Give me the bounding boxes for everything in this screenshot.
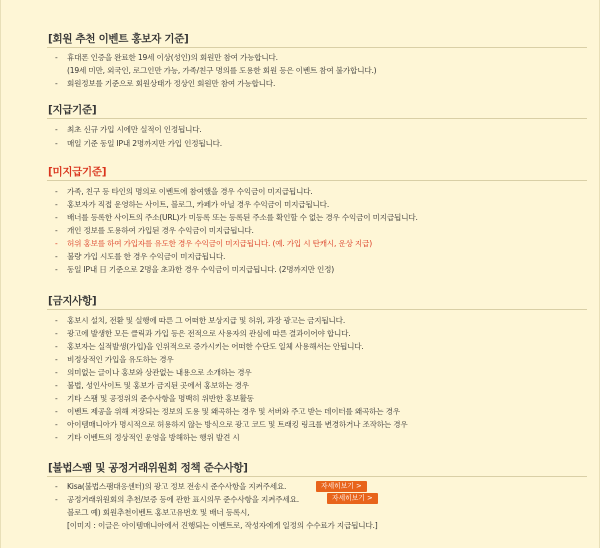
list-item: 매일 기준 동일 IP내 2명까지만 가입 인정됩니다.: [67, 139, 222, 148]
divider: [47, 47, 587, 48]
list-item: 이벤트 제공을 위해 저장되는 정보의 도용 및 왜곡하는 경우 및 서버와 주고 받는 데이터를 왜곡하는 경우: [67, 407, 400, 416]
bullet-dash: -: [55, 368, 58, 377]
bullet-dash: -: [55, 329, 58, 338]
bullet-dash: -: [55, 125, 58, 134]
list-item: 회원정보를 기준으로 회원상태가 정상인 회원만 참여 가능합니다.: [67, 79, 276, 88]
list-item: 공정거래위원회의 추천/보증 등에 관한 표시의무 준수사항을 지켜주세요.: [67, 495, 299, 504]
bullet-dash: -: [55, 355, 58, 364]
list-item: 가족, 친구 등 타인의 명의로 이벤트에 참여했을 경우 수익금이 미지급됩니다.: [67, 187, 313, 196]
list-item-continued: (19세 미만, 외국인, 로그인만 가능, 가족/친구 명의를 도용한 회원 등은 이벤트 참여 불가합니다.): [67, 66, 377, 75]
list-item: 기타 이벤트의 정상적인 운영을 방해하는 행위 발견 시: [67, 433, 240, 442]
bullet-dash: -: [55, 495, 58, 504]
list-item-warning: 허위 홍보를 하여 가입자를 유도한 경우 수익금이 미지급됩니다. (예. 가입 시 탄캐시, 운상 지급): [67, 239, 372, 248]
section-title: [미지급기준]: [48, 166, 107, 178]
bullet-dash: -: [55, 53, 58, 62]
bullet-dash: -: [55, 342, 58, 351]
section-title: [회원 추천 이벤트 홍보자 기준]: [48, 33, 189, 45]
section-title: [불법스팸 및 공정거래위원회 정책 준수사항]: [48, 462, 248, 474]
divider: [47, 476, 587, 477]
list-item: 홍보자는 실적발생(가입)을 인위적으로 증가시키는 어떠한 수단도 일체 사용해서는 안됩니다.: [67, 342, 364, 351]
bullet-dash: -: [55, 226, 58, 235]
bullet-dash: -: [55, 213, 58, 222]
section-title: [금지사항]: [48, 295, 97, 307]
list-item: 불법, 성인사이트 및 홍보가 금지된 곳에서 홍보하는 경우: [67, 381, 249, 390]
divider: [47, 118, 587, 119]
bullet-dash: -: [55, 252, 58, 261]
list-item: 휴대폰 인증을 완료한 19세 이상(성인)의 회원만 참여 가능합니다.: [67, 53, 278, 62]
bullet-dash: -: [55, 79, 58, 88]
bullet-dash: -: [55, 316, 58, 325]
list-item: 최초 신규 가입 시에만 실적이 인정됩니다.: [67, 125, 202, 134]
list-item: 비정상적인 가입을 유도하는 경우: [67, 355, 174, 364]
bullet-dash: -: [55, 482, 58, 491]
list-item: Kisa(불법스팸대응센터)의 광고 정보 전송시 준수사항을 지켜주세요.: [67, 482, 287, 491]
bullet-dash: -: [55, 239, 58, 248]
divider: [47, 180, 587, 181]
divider: [47, 309, 587, 310]
list-item: 광고에 발생한 모든 클릭과 가입 등은 전적으로 사용자의 관심에 따른 결과이어야 합니다.: [67, 329, 351, 338]
list-item: 의미없는 글이나 홍보와 상관없는 내용으로 소개하는 경우: [67, 368, 252, 377]
list-item: 개인 정보를 도용하여 가입된 경우 수익금이 미지급됩니다.: [67, 226, 254, 235]
bullet-dash: -: [55, 200, 58, 209]
section-title: [지급기준]: [48, 104, 97, 116]
bullet-dash: -: [55, 433, 58, 442]
bullet-dash: -: [55, 394, 58, 403]
bullet-dash: -: [55, 187, 58, 196]
list-item-continued: [이미지 : 이글은 아이템매니아에서 진행되는 이벤트로, 작성자에게 일정의 수수료가 지급됩니다.]: [67, 521, 378, 530]
list-item-continued: 블로그 예) 회원추천이벤트 홍보고유번호 및 배너 등록시,: [67, 508, 250, 517]
list-item: 동일 IP내 日 기준으로 2명을 초과한 경우 수익금이 미지급됩니다. (2명까지만 인정): [67, 265, 335, 274]
list-item: 불량 가입 시도를 한 경우 수익금이 미지급됩니다.: [67, 252, 226, 261]
list-item: 홍보자가 직접 운영하는 사이트, 블로그, 카페가 아닐 경우 수익금이 미지급됩니다.: [67, 200, 330, 209]
list-item: 배너를 등록한 사이트의 주소(URL)가 미등록 또는 등록된 주소를 확인할 수 없는 경우 수익금이 미지급됩니다.: [67, 213, 418, 222]
kisa-details-button[interactable]: 자세히보기 >: [316, 481, 367, 492]
list-item: 기타 스팸 및 공정위의 준수사항을 명백히 위반한 홍보활동: [67, 394, 254, 403]
bullet-dash: -: [55, 407, 58, 416]
list-item: 홍보시 설치, 전환 및 실행에 따른 그 어떠한 보상지급 및 허위, 과장 광고는 금지됩니다.: [67, 316, 346, 325]
bullet-dash: -: [55, 139, 58, 148]
bullet-dash: -: [55, 381, 58, 390]
bullet-dash: -: [55, 420, 58, 429]
list-item: 아이템매니아가 명시적으로 허용하지 않는 방식으로 광고 코드 및 트래킹 링크를 변경하거나 조작하는 경우: [67, 420, 408, 429]
ftc-details-button[interactable]: 자세히보기 >: [327, 493, 378, 504]
bullet-dash: -: [55, 265, 58, 274]
